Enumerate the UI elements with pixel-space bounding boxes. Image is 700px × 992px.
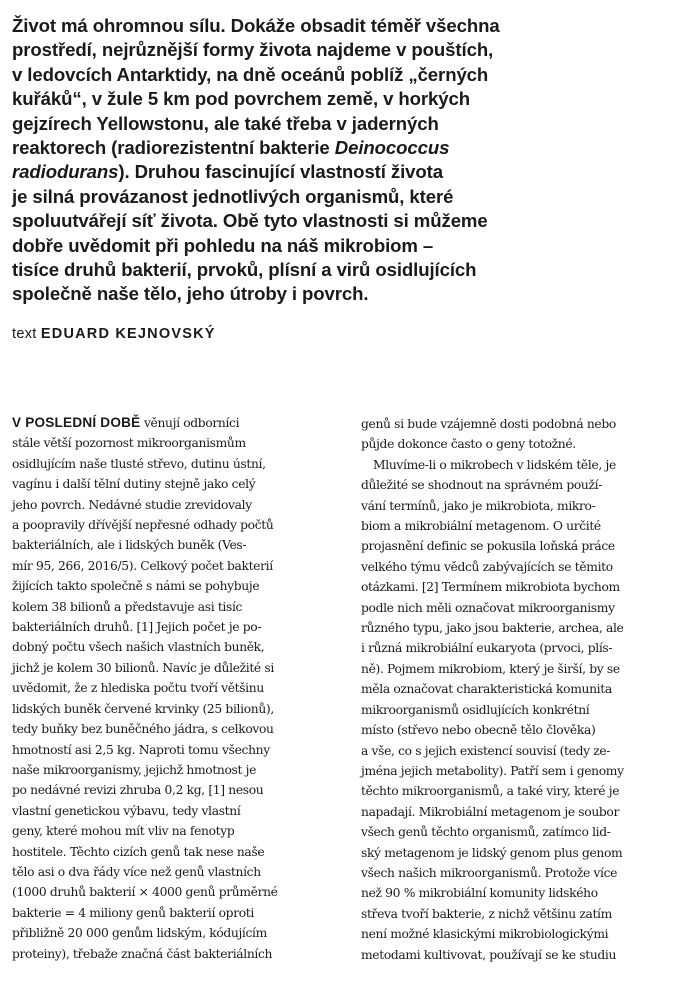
body-line: všech našich mikroorganismů. Protože více [361, 865, 618, 880]
body-line: (1000 druhů bakterií × 4000 genů průměrné [12, 885, 278, 900]
body-line: vlastní genetickou výbavu, tedy vlastní [12, 803, 241, 818]
body-line: tedy buňky bez buněčného jádra, s celkovou [12, 722, 274, 737]
lead-line: v ledovcích Antarktidy, na dně oceánů poblíž „černých [12, 63, 489, 85]
body-line: proteiny), třebaže značná část bakteriálních [12, 946, 273, 961]
byline-prefix: text [12, 326, 37, 342]
lead-line: je silná provázanost jednotlivých organismů, které [12, 185, 454, 207]
body-line: těchto mikroorganismů, a také viry, které je [361, 784, 620, 799]
lead-line: kuřáků“, v žule 5 km pod povrchem země, v horkých [12, 88, 471, 110]
body-line: naše mikroorganismy, jejichž hmotnost je [12, 762, 257, 777]
lead-text: ). Druhou fascinující vlastností života [118, 161, 444, 183]
lead-line [12, 136, 572, 160]
lead-line [12, 160, 572, 184]
body-line: osidlujícím naše tlusté střevo, dutinu ústní, [12, 456, 266, 471]
body-line: kolem 38 bilionů a představuje asi tisíc [12, 599, 243, 614]
body-line: otázkami. [2] Termínem mikrobiota bychom [361, 580, 620, 595]
paragraph-start-line: Mluvíme-li o mikrobech v lidském těle, je [373, 457, 616, 472]
body-line: není možné klasickými mikrobiologickými [361, 927, 609, 942]
body-line: velkého týmu vědců zabývajících se těmito [361, 559, 613, 574]
author-name: EDUARD KEJNOVSKÝ [40, 326, 216, 342]
body-column-right [361, 414, 691, 965]
body-line: projasnění definic se pokusila loňská práce [361, 539, 615, 554]
body-line: a vše, co s jejich existencí souvisí (tedy ze- [361, 743, 611, 758]
body-line: vání termínů, jako je mikrobiota, mikro- [361, 498, 596, 513]
body-line: přibližně 20 000 genům lidským, kódujícím [12, 926, 267, 941]
body-line: biom a mikrobiální metagenom. O určité [361, 519, 601, 534]
body-line: ský metagenom je lidský genom plus genom [361, 845, 623, 860]
body-line: bakteriálních druhů. [1] Jejich počet je po- [12, 620, 262, 635]
body-line: všech genů těchto organismů, zatímco lid- [361, 825, 611, 840]
lead-line: prostředí, nejrůznější formy života najdeme v pouštích, [12, 39, 494, 61]
species-name: Deinococcus [334, 137, 450, 159]
body-line: než 90 % mikrobiální komunity lidského [361, 886, 598, 901]
body-line: bakterie = 4 miliony genů bakterií oproti [12, 905, 254, 920]
body-line [12, 413, 342, 433]
lead-line: dobře uvědomit při pohledu na náš mikrobiom – [12, 234, 434, 256]
body-line: jeho povrch. Nedávné studie zrevidovaly [12, 497, 252, 512]
body-line: střeva tvoří bakterie, z nichž většinu zatím [361, 906, 612, 921]
lead-paragraph [12, 14, 572, 307]
lead-text: reaktorech (radiorezistentní bakterie [12, 137, 335, 159]
body-line: měla označovat charakteristická komunita [361, 682, 612, 697]
body-line: jichž je kolem 30 bilionů. Navíc je důležité si [12, 660, 274, 675]
body-line: geny, které mohou mít vliv na fenotyp [12, 824, 235, 839]
body-line: místo (střevo nebo obecně tělo člověka) [361, 723, 596, 738]
run-in-heading: V POSLEDNÍ DOBĚ [12, 415, 141, 430]
body-line: různého typu, jako jsou bakterie, archea, ale [361, 621, 624, 636]
body-line: hostitele. Těchto cizích genů tak nese naše [12, 844, 265, 859]
body-line: tělo asi o dva řády více než genů vlastních [12, 864, 261, 879]
body-text: věnují odborníci [140, 416, 240, 430]
body-line: hmotností asi 2,5 kg. Naproti tomu všechny [12, 742, 270, 757]
body-line: žijících takto společně s námi se pohybuje [12, 579, 260, 594]
body-line: i různá mikrobiální eukaryota (prvoci, plís- [361, 641, 613, 656]
lead-line: spoluutvářejí síť života. Obě tyto vlastnosti si můžeme [12, 210, 488, 232]
body-line: lidských buněk červené krvinky (25 bilionů), [12, 701, 274, 716]
species-name: radiodurans [12, 161, 119, 183]
body-line: podle nich měli označovat mikroorganismy [361, 600, 615, 615]
body-line: ně). Pojmem mikrobiom, který je širší, by se [361, 661, 620, 676]
body-line: metodami kultivovat, používají se ke studiu [361, 947, 617, 962]
body-line: bakteriálních, ale i lidských buněk (Ves- [12, 538, 247, 553]
body-line: po nedávné revizi zhruba 0,2 kg, [1] nesou [12, 783, 264, 798]
body-line: mikroorganismů osidlujících konkrétní [361, 702, 590, 717]
body-line: dobný počtu všech našich vlastních buněk, [12, 640, 265, 655]
body-line: stále větší pozornost mikroorganismům [12, 436, 246, 451]
lead-line: tisíce druhů bakterií, prvoků, plísní a virů osidlujících [12, 259, 477, 281]
body-line: mír 95, 266, 2016/5). Celkový počet bakterií [12, 558, 273, 573]
lead-line: Život má ohromnou sílu. Dokáže obsadit téměř všechna [12, 15, 500, 36]
body-line: vagínu i další tělní dutiny stejně jako celý [12, 477, 256, 492]
body-line: uvědomit, že z hlediska počtu tvoří většinu [12, 681, 264, 696]
body-line: půjde dokonce často o geny totožné. [361, 437, 576, 452]
byline [12, 326, 216, 342]
body-line: genů si bude vzájemně dosti podobná nebo [361, 417, 616, 431]
lead-line: gejzírech Yellowstonu, ale také třeba v jaderných [12, 112, 439, 134]
body-column-left [12, 413, 342, 964]
body-line: důležité se shodnout na správném použí- [361, 478, 603, 493]
body-line: napadají. Mikrobiální metagenom je soubor [361, 804, 619, 819]
lead-line: společně naše tělo, jeho útroby i povrch. [12, 283, 369, 305]
body-line: jména jejich metabolity). Patří sem i genomy [361, 763, 624, 778]
body-line: a poopravily dřívější nepřesné odhady počtů [12, 518, 274, 533]
